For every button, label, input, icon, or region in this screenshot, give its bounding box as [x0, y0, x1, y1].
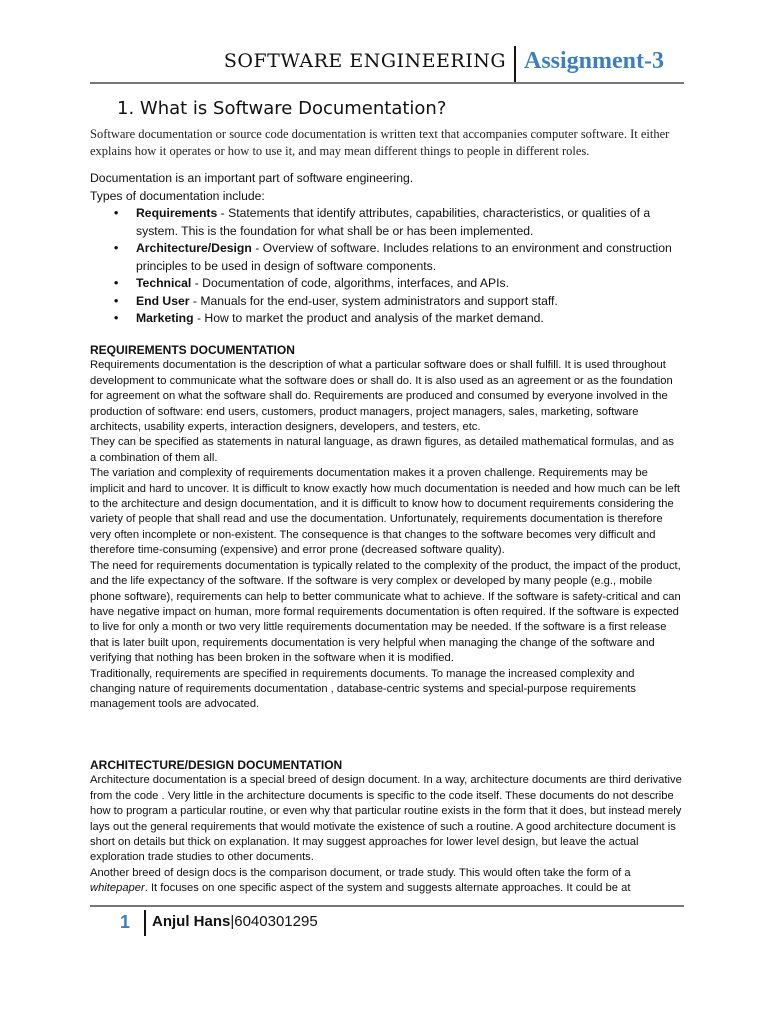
page-header: [90, 42, 684, 82]
type-name: End User: [136, 293, 190, 308]
bullet-icon: •: [114, 206, 119, 220]
list-item: [90, 275, 682, 293]
header-course-title: SOFTWARE ENGINEERING: [223, 50, 506, 72]
types-list: [90, 205, 682, 328]
author-id: 6040301295: [234, 913, 318, 930]
footer-rule: [90, 905, 684, 907]
type-name: Architecture/Design: [136, 241, 252, 255]
bullet-icon: •: [114, 311, 119, 325]
importance-text: Documentation is an important part of software engineering.: [90, 171, 414, 185]
requirements-heading: REQUIREMENTS DOCUMENTATION: [90, 343, 295, 357]
architecture-paragraph-1: Architecture documentation is a special breed of design document. In a way, architecture documents are third derivative from the code . Very little in the architecture documents is specific to the code itself. These documents do not describe how to program a particular routine, or even why that particular routine exists in the form that it does, but instead merely lays out the general requirements that would motivate the existence of such a routine. A good architecture document is short on details but thick on explanation. It may suggest approaches for lower level design, but leave the actual exploration trade studies to other documents.: [90, 774, 682, 864]
whitepaper-term: whitepaper: [90, 882, 145, 895]
question-title: 1. What is Software Documentation?: [117, 98, 447, 119]
type-desc: - Statements that identify attributes, capabilities, characteristics, or qualities of a system. This is the foundation for what shall be or has been implemented.: [136, 206, 651, 238]
type-desc: - Documentation of code, algorithms, interfaces, and APIs.: [191, 276, 510, 290]
list-item: [90, 310, 682, 328]
header-assignment-label: Assignment-3: [524, 48, 665, 74]
requirements-paragraph-4: The need for requirements documentation is typically related to the complexity of the product, the impact of the product, and the life expectancy of the software. If the software is very complex or developed by many people (e.g., mobile phone software), requirements can help to better communicate what to achieve. If the software is safety-critical and can have negative impact on human, more formal requirements documentation is often required. If the software is expected to live for only a month or two very little requirements documentation may be needed. If the software is a first release that is later built upon, requirements documentation is very helpful when managing the change of the software and verifying that nothing has been broken in the software when it is modified.: [90, 559, 681, 665]
requirements-section: [90, 343, 682, 713]
footer-divider: [144, 910, 146, 936]
requirements-paragraph-3: The variation and complexity of requirements documentation makes it a proven challenge. Requirements may be implicit and hard to uncover. It is difficult to know exactly how much documentation is needed and how much can be left to the architecture and design documentation, and it is difficult to know how to document requirements considering the variety of people that shall read and use the documentation. Unfortunately, requirements documentation is therefore very often incomplete or non-existent. The consequence is that changes to the software becomes very difficult and therefore time-consuming (expensive) and error prone (decreased software quality).: [90, 467, 680, 557]
type-desc: - How to market the product and analysis of the market demand.: [193, 311, 544, 325]
architecture-p2-text: Another breed of design docs is the comparison document, or trade study. This would often take the form of a: [90, 866, 631, 879]
bullet-icon: •: [114, 276, 119, 290]
header-rule: [90, 82, 684, 84]
type-desc: - Manuals for the end-user, system administrators and support staff.: [189, 293, 558, 308]
type-name: Requirements: [136, 206, 218, 220]
bullet-icon: •: [114, 293, 119, 308]
requirements-paragraph-2: They can be specified as statements in natural language, as drawn figures, as detailed mathematical formulas, and as a combination of them all.: [90, 436, 674, 464]
author-id-separator: |: [230, 913, 235, 930]
footer-author: [152, 913, 318, 930]
intro-definition: [90, 126, 682, 160]
header-divider: [514, 46, 516, 82]
architecture-paragraph-2: [90, 866, 682, 897]
architecture-p2-rest: . It focuses on one specific aspect of the system and suggests alternate approaches. It could be at: [144, 882, 631, 895]
architecture-section: [90, 758, 682, 897]
list-item: [90, 205, 682, 240]
requirements-paragraph-5: Traditionally, requirements are specified in requirements documents. To manage the increased complexity and changing nature of requirements documentation , database-centric systems and special-purpose requirements management tools are advocated.: [90, 667, 637, 711]
page-number: 1: [120, 912, 131, 932]
type-name: Marketing: [136, 311, 194, 325]
definition-text: Software documentation or source code documentation is written text that accompanies computer software. It either explains how it operates or how to use it, and may mean different things to people in different roles.: [90, 127, 670, 158]
types-section: [90, 170, 682, 328]
list-item: [90, 240, 682, 275]
type-desc: - Overview of software. Includes relations to an environment and construction principles to be used in design of software components.: [136, 241, 672, 273]
architecture-heading: ARCHITECTURE/DESIGN DOCUMENTATION: [90, 758, 343, 772]
types-heading: Types of documentation include:: [90, 188, 265, 203]
list-item: [90, 293, 682, 311]
type-name: Technical: [136, 276, 192, 290]
bullet-icon: •: [114, 241, 119, 255]
requirements-paragraph-1: Requirements documentation is the description of what a particular software does or shall fulfill. It is used throughout development to communicate what the software does or shall do. It is also used as an agreement or as the foundation for agreement on what the software shall do. Requirements are produced and consumed by everyone involved in the production of software: end users, customers, product managers, project managers, sales, marketing, software architects, usability experts, interaction designers, developers, and testers, etc.: [90, 359, 673, 434]
author-name: Anjul Hans: [152, 913, 231, 930]
